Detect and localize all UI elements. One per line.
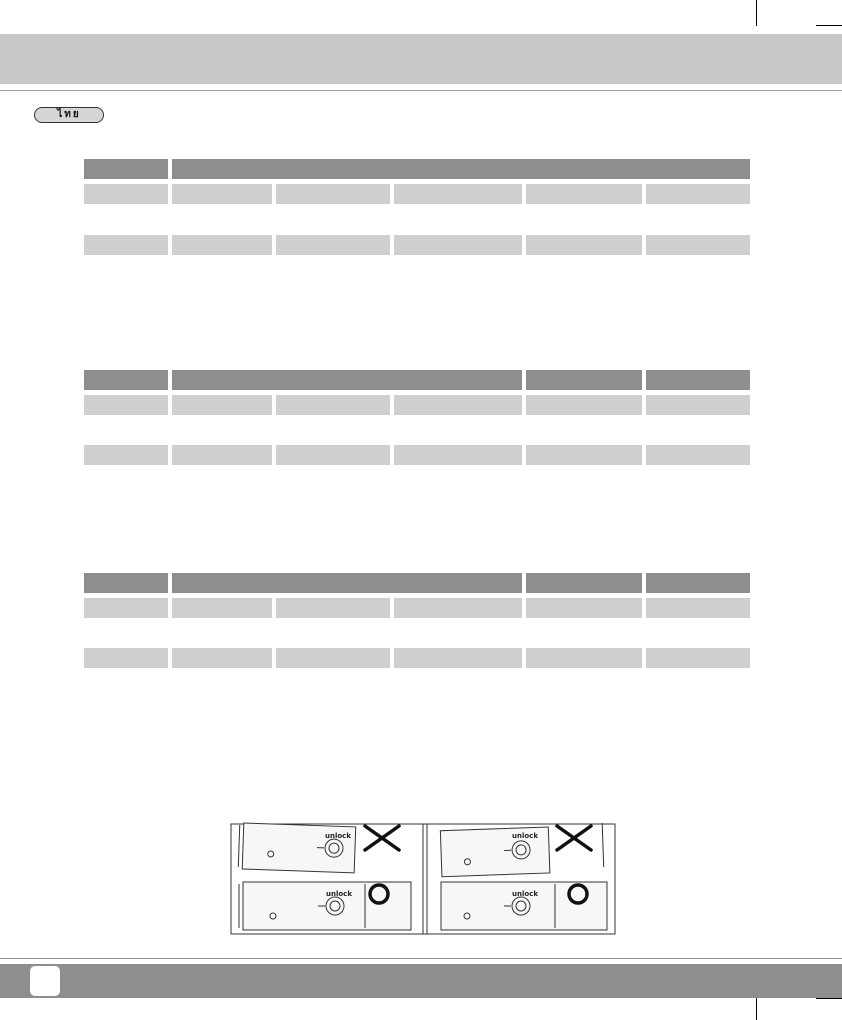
page-number-box: [30, 966, 60, 996]
unlock-label: unlock: [325, 832, 351, 840]
table-cell: [84, 598, 168, 618]
table-cell: [84, 184, 168, 204]
table-cell: [84, 445, 168, 465]
table-header-cell: [84, 159, 168, 179]
page-header-band: [0, 34, 842, 84]
table-cell: [84, 235, 168, 255]
table-cell: [84, 648, 168, 668]
unlock-label: unlock: [326, 890, 352, 898]
crop-mark: [816, 998, 842, 999]
table-cell: [276, 598, 390, 618]
crop-mark: [816, 25, 842, 26]
table-cell: [526, 235, 642, 255]
table-header-cell: [84, 370, 168, 390]
table-header-cell: [172, 159, 750, 179]
table-cell: [394, 395, 522, 415]
table-cell: [276, 648, 390, 668]
table-header-cell: [526, 370, 642, 390]
crop-mark: [756, 998, 757, 1020]
table-cell: [646, 395, 750, 415]
table-cell: [526, 395, 642, 415]
table-cell: [172, 598, 272, 618]
table-cell: [526, 445, 642, 465]
tray-left-top: [238, 823, 356, 873]
table-cell: [646, 184, 750, 204]
table-cell: [646, 648, 750, 668]
table-cell: [646, 598, 750, 618]
table-header-cell: [526, 573, 642, 593]
table-cell: [394, 598, 522, 618]
table-cell: [276, 235, 390, 255]
table-cell: [172, 445, 272, 465]
table-cell: [394, 648, 522, 668]
unlock-label: unlock: [512, 890, 538, 898]
footer-divider: [0, 958, 842, 959]
crop-mark: [756, 0, 757, 26]
drive-tray-illustration: [229, 818, 617, 936]
table-header-cell: [646, 370, 750, 390]
table-cell: [646, 235, 750, 255]
header-divider: [0, 90, 842, 91]
page-footer-band: [0, 964, 842, 998]
table-cell: [526, 648, 642, 668]
table-cell: [646, 445, 750, 465]
incorrect-x-mark: [365, 826, 399, 850]
table-cell: [394, 445, 522, 465]
table-cell: [526, 598, 642, 618]
table-header-cell: [172, 370, 522, 390]
table-header-cell: [172, 573, 522, 593]
table-cell: [172, 648, 272, 668]
table-cell: [172, 184, 272, 204]
unlock-label: unlock: [512, 832, 538, 840]
table-cell: [172, 235, 272, 255]
table-cell: [394, 235, 522, 255]
table-cell: [526, 184, 642, 204]
language-badge: ไทย: [34, 107, 104, 123]
table-cell: [276, 184, 390, 204]
table-cell: [394, 184, 522, 204]
table-header-cell: [646, 573, 750, 593]
table-cell: [276, 445, 390, 465]
table-cell: [84, 395, 168, 415]
incorrect-x-mark: [557, 826, 591, 850]
table-cell: [172, 395, 272, 415]
table-cell: [276, 395, 390, 415]
table-header-cell: [84, 573, 168, 593]
